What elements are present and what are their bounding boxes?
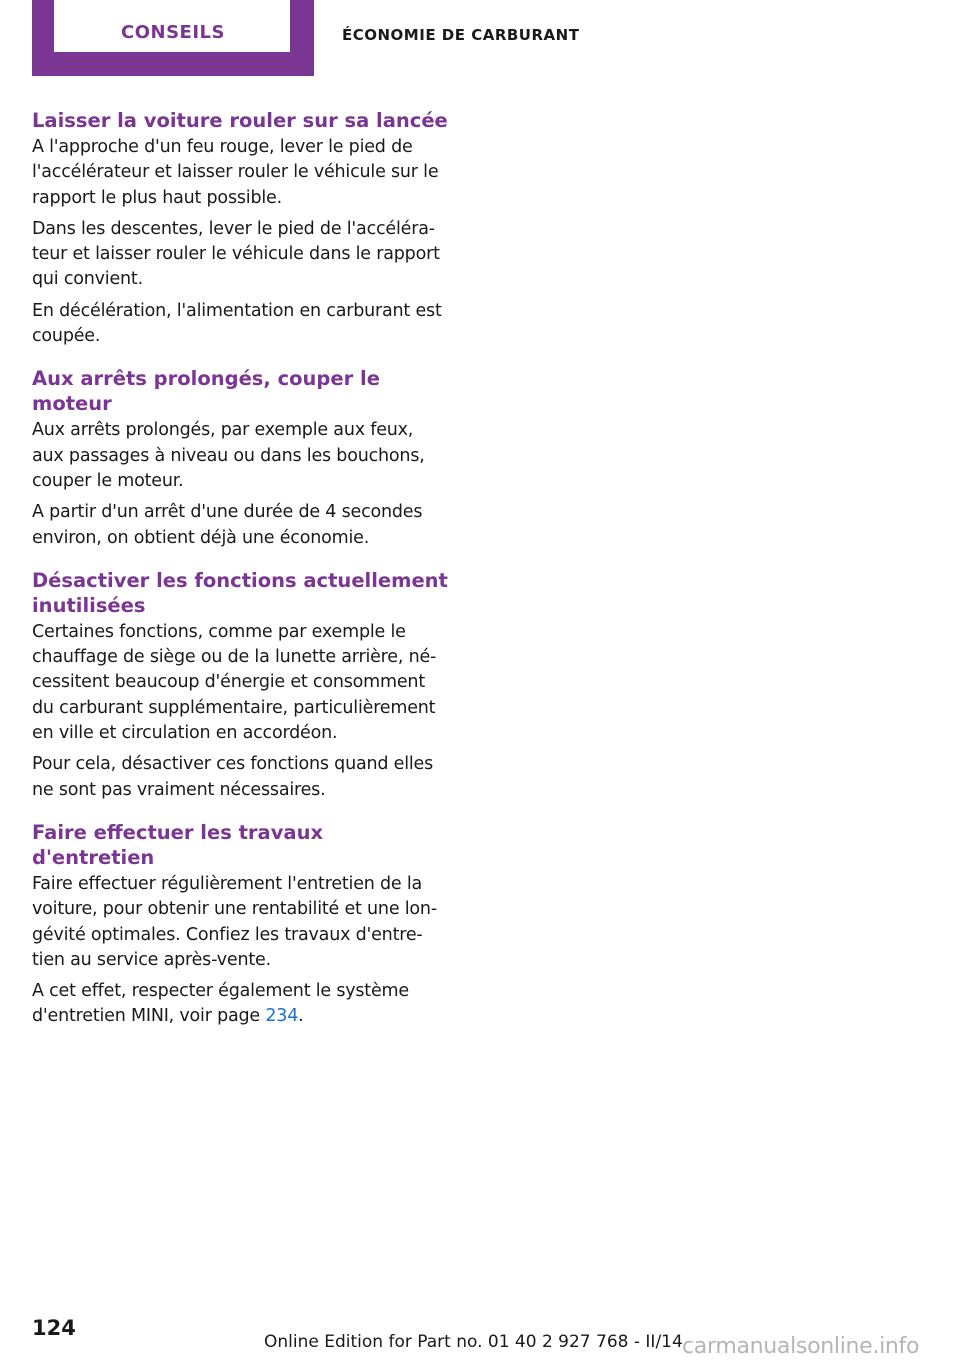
text-line: couper le moteur. <box>32 470 184 491</box>
header-section-title: ÉCONOMIE DE CARBURANT <box>342 26 580 44</box>
text-line: Dans les descentes, lever le pied de l'accéléra‐ <box>32 218 435 239</box>
section-title: Laisser la voiture rouler sur sa lancée <box>32 109 448 132</box>
page-number: 124 <box>32 1316 76 1340</box>
text-line: Certaines fonctions, comme par exemple le <box>32 621 406 642</box>
paragraph <box>32 752 452 803</box>
text-line: en ville et circulation en accordéon. <box>32 723 338 744</box>
header-tab-label: CONSEILS <box>121 22 225 43</box>
text-line: A cet effet, respecter également le système <box>32 981 409 1002</box>
text-line: Aux arrêts prolongés, par exemple aux feux, <box>32 420 414 441</box>
footer-edition: Online Edition for Part no. 01 40 2 927 768 - II/14 <box>264 1332 683 1352</box>
text-line: teur et laisser rouler le véhicule dans le rapport <box>32 244 440 265</box>
paragraph <box>32 135 452 211</box>
text-line: aux passages à niveau ou dans les bouchons, <box>32 445 425 466</box>
paragraph <box>32 418 452 494</box>
paragraph <box>32 500 452 551</box>
section-coasting <box>32 108 452 349</box>
text-line: environ, on obtient déjà une économie. <box>32 527 370 548</box>
text-line: voiture, pour obtenir une rentabilité et une lon‐ <box>32 899 437 920</box>
title-line: inutilisées <box>32 593 146 617</box>
text-line: chauffage de siège ou de la lunette arrière, né‐ <box>32 647 437 668</box>
text-line: A l'approche d'un feu rouge, lever le pied de <box>32 137 413 157</box>
text-line: ne sont pas vraiment nécessaires. <box>32 779 326 800</box>
section-disable-functions <box>32 568 452 803</box>
text-line: coupée. <box>32 326 101 347</box>
header-tab <box>32 0 314 76</box>
text-line: tien au service après-vente. <box>32 949 271 970</box>
text-fragment: . <box>298 1006 304 1027</box>
watermark: carmanualsonline.info <box>682 1334 920 1359</box>
text-line: En décélération, l'alimentation en carburant est <box>32 300 442 321</box>
paragraph <box>32 217 452 293</box>
section-title: Faire effectuer les travaux d'entretien <box>32 820 324 869</box>
text-line: du carburant supplémentaire, particulièrement <box>32 697 436 718</box>
paragraph <box>32 620 452 746</box>
section-maintenance <box>32 820 452 1030</box>
text-line <box>32 1004 452 1029</box>
text-line: qui convient. <box>32 269 143 290</box>
text-line: Pour cela, désactiver ces fonctions quand elles <box>32 754 434 775</box>
text-line: gévité optimales. Confiez les travaux d'entre‐ <box>32 924 423 945</box>
text-line: rapport le plus haut possible. <box>32 187 282 208</box>
text-fragment: d'entretien MINI, voir page <box>32 1006 266 1027</box>
text-line: A partir d'un arrêt d'une durée de 4 secondes <box>32 502 423 523</box>
main-content <box>32 108 452 1036</box>
text-line: cessitent beaucoup d'énergie et consomment <box>32 672 425 693</box>
paragraph <box>32 299 452 350</box>
section-title <box>32 568 452 618</box>
section-title: Aux arrêts prolongés, couper le moteur <box>32 367 380 416</box>
title-line: Désactiver les fonctions actuellement <box>32 568 448 592</box>
section-engine-off <box>32 366 452 550</box>
page-reference-link[interactable]: 234 <box>265 1006 299 1027</box>
text-line: Faire effectuer régulièrement l'entretien de la <box>32 873 423 894</box>
text-line: l'accélérateur et laisser rouler le véhicule sur le <box>32 162 439 183</box>
paragraph <box>32 979 452 1030</box>
paragraph <box>32 872 452 973</box>
